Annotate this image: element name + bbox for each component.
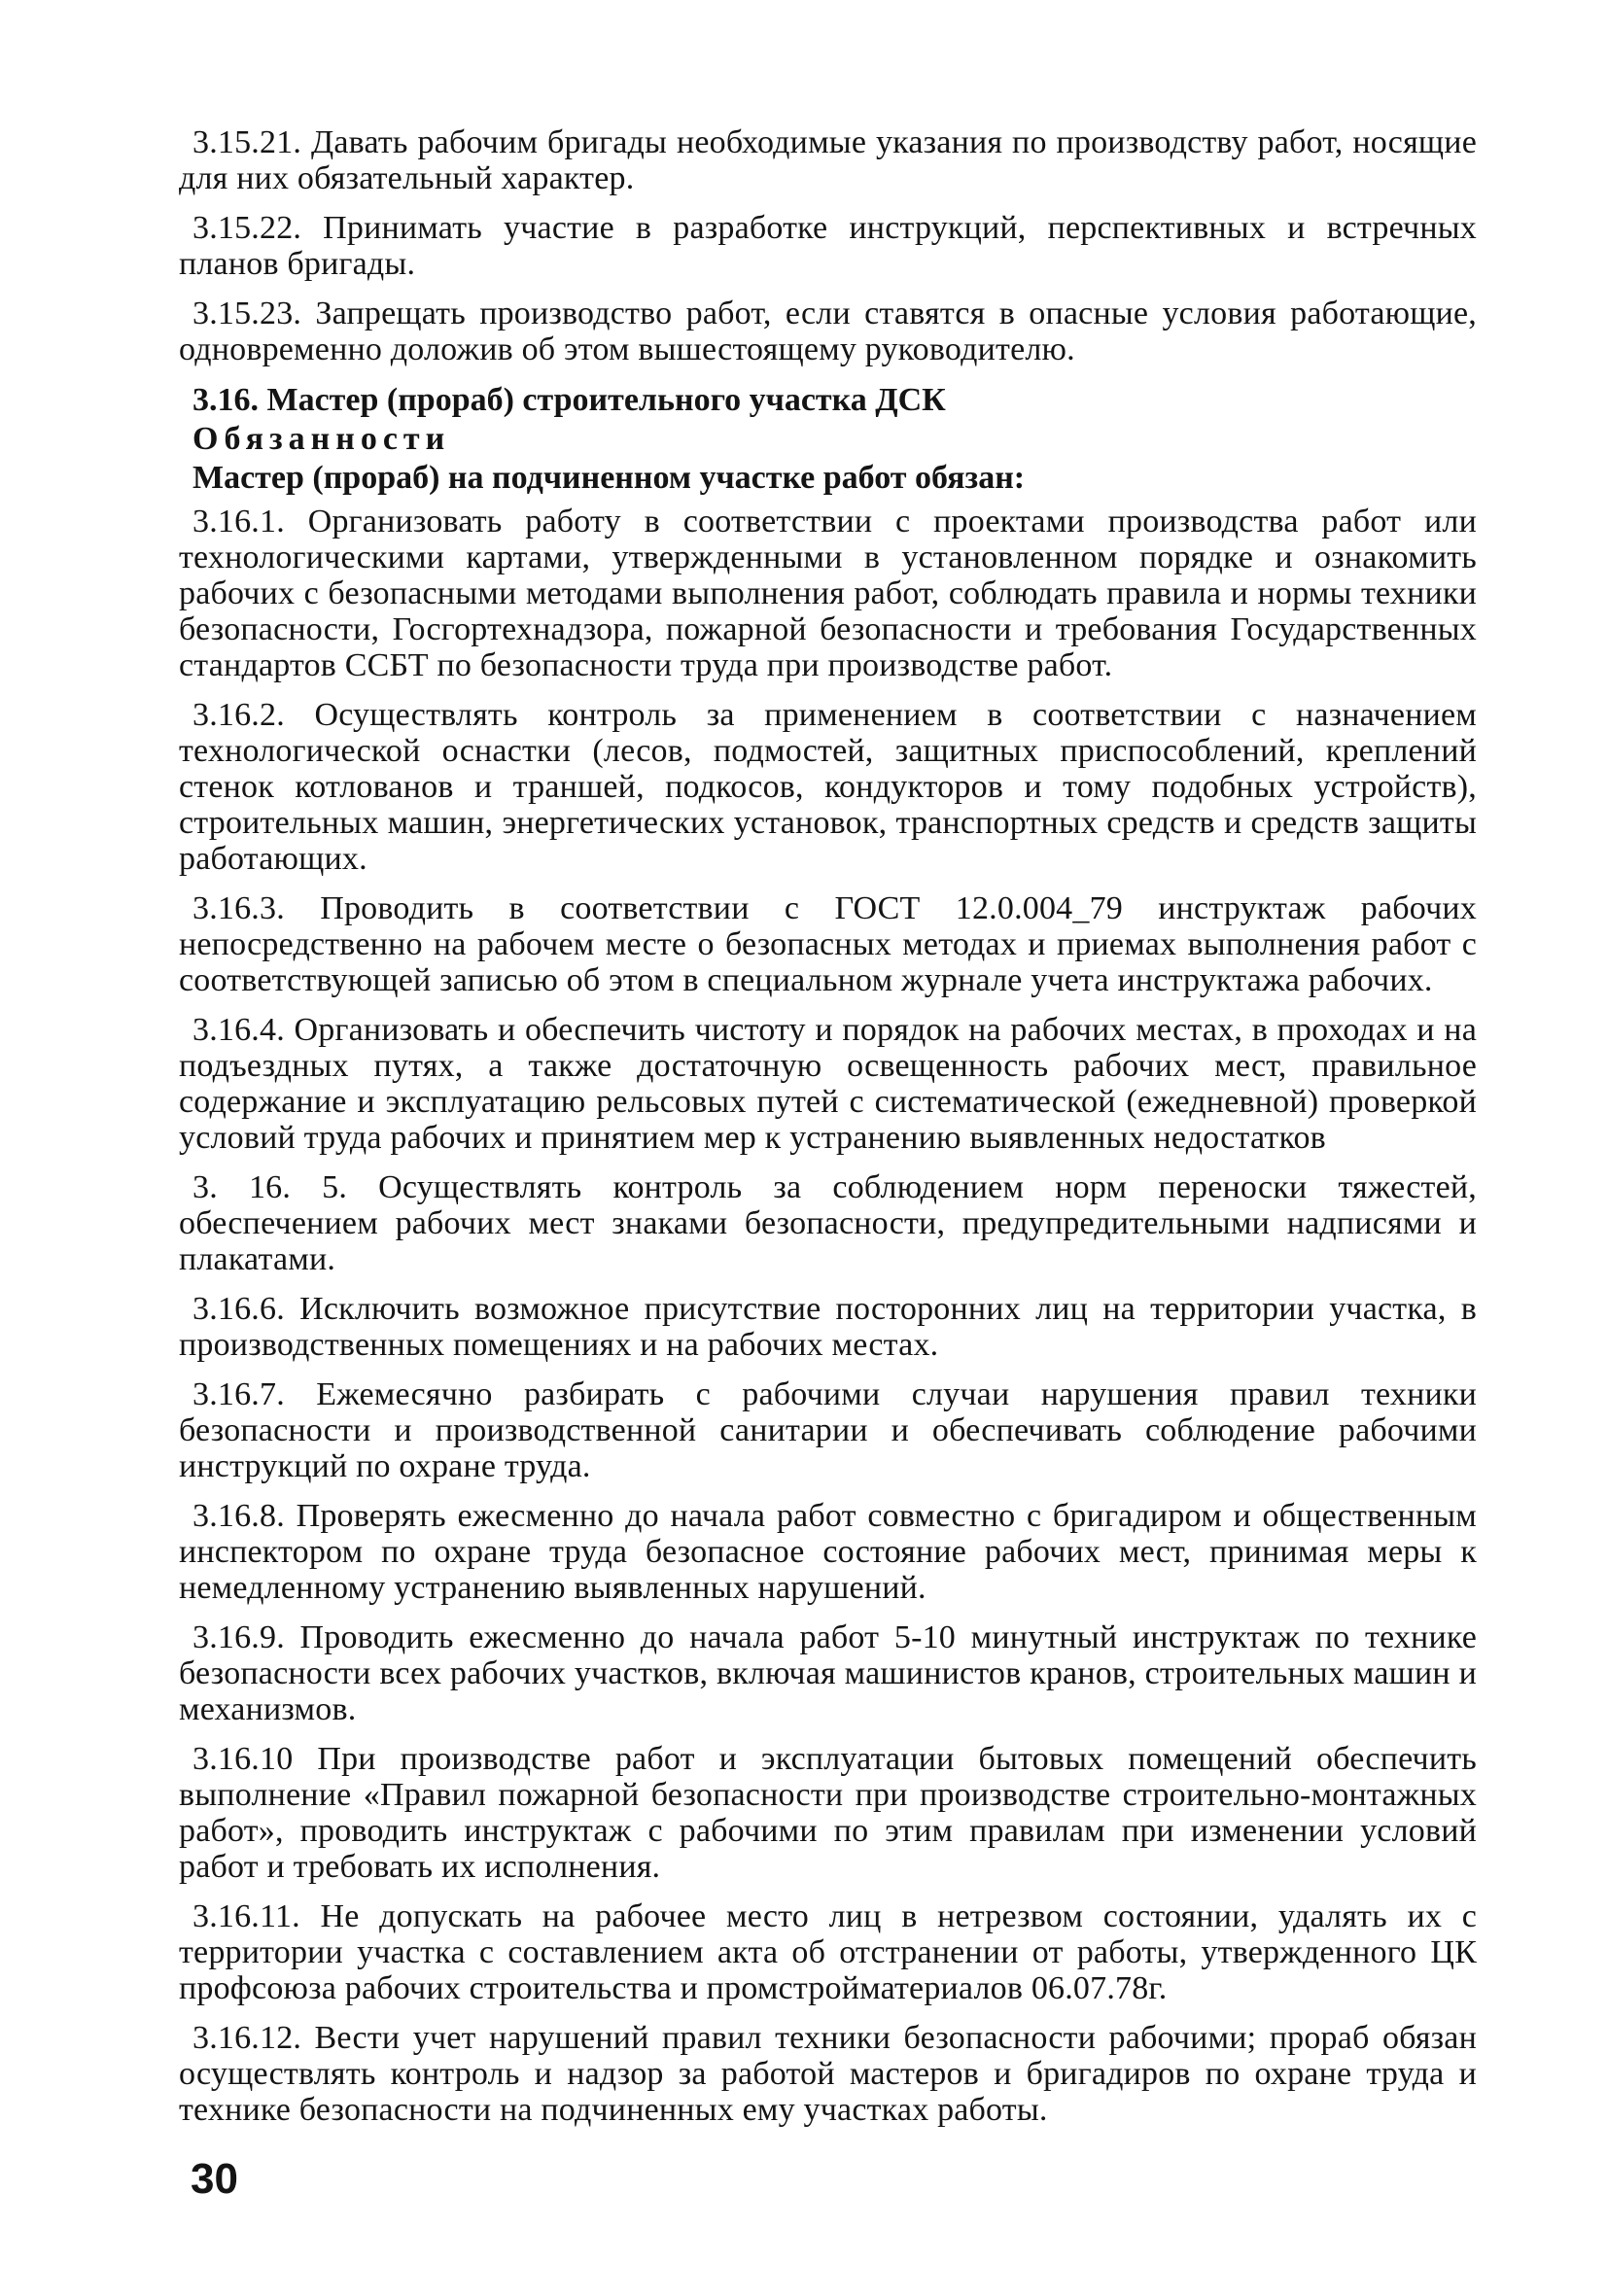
- section-title: 3.16. Мастер (прораб) строительного участка ДСК: [192, 382, 946, 418]
- paragraph-3-16-8: 3.16.8. Проверять ежесменно до начала работ совместно с бригадиром и общественным инспектором по охране труда безопасное состояние рабочих мест, принимая меры к немедленному устранению выявленных нарушений.: [179, 1498, 1477, 1606]
- paragraph-3-15-22: 3.15.22. Принимать участие в разработке инструкций, перспективных и встречных планов бригады.: [179, 210, 1477, 282]
- paragraph-3-15-23: 3.15.23. Запрещать производство работ, если ставятся в опасные условия работающие, одновременно доложив об этом вышестоящему руководителю.: [179, 296, 1477, 367]
- paragraph-3-16-7: 3.16.7. Ежемесячно разбирать с рабочими случаи нарушения правил техники безопасности и производственной санитарии и обеспечивать соблюдение рабочими инструкций по охране труда.: [179, 1376, 1477, 1484]
- paragraph-3-16-10: 3.16.10 При производстве работ и эксплуатации бытовых помещений обеспечить выполнение «Правил пожарной безопасности при производстве строительно-монтажных работ», проводить инструктаж с рабочими по этим правилам при изменении условий работ и требовать их исполнения.: [179, 1741, 1477, 1885]
- paragraph-3-15-21: 3.15.21. Давать рабочим бригады необходимые указания по производству работ, носящие для них обязательный характер.: [179, 124, 1477, 196]
- paragraph-3-16-3: 3.16.3. Проводить в соответствии с ГОСТ 12.0.004_79 инструктаж рабочих непосредственно на рабочем месте о безопасных методах и приемах выполнения работ с соответствующей записью об этом в специальном журнале учета инструктажа рабочих.: [179, 890, 1477, 998]
- paragraph-3-16-2: 3.16.2. Осуществлять контроль за применением в соответствии с назначением технологической оснастки (лесов, подмостей, защитных приспособлений, креплений стенок котлованов и траншей, подкосов, кондукторов и тому подобных устройств), строительных машин, энергетических установок, транспортных средств и средств защиты работающих.: [179, 697, 1477, 877]
- paragraph-3-16-11: 3.16.11. Не допускать на рабочее место лиц в нетрезвом состоянии, удалять их с территории участка с составлением акта об отстранении от работы, утвержденного ЦК профсоюза рабочих строительства и промстройматериалов 06.07.78г.: [179, 1898, 1477, 2006]
- paragraph-3-16-6: 3.16.6. Исключить возможное присутствие посторонних лиц на территории участка, в производственных помещениях и на рабочих местах.: [179, 1291, 1477, 1363]
- section-intro: Мастер (прораб) на подчиненном участке работ обязан:: [192, 460, 1026, 496]
- paragraph-3-16-12: 3.16.12. Вести учет нарушений правил техники безопасности рабочими; прораб обязан осуществлять контроль и надзор за работой мастеров и бригадиров по охране труда и технике безопасности на подчиненных ему участках работы.: [179, 2020, 1477, 2128]
- paragraph-3-16-9: 3.16.9. Проводить ежесменно до начала работ 5-10 минутный инструктаж по технике безопасности всех рабочих участков, включая машинистов кранов, строительных машин и механизмов.: [179, 1619, 1477, 1727]
- paragraph-3-16-1: 3.16.1. Организовать работу в соответствии с проектами производства работ или технологическими картами, утвержденными в установленном порядке и ознакомить рабочих с безопасными методами выполнения работ, соблюдать правила и нормы техники безопасности, Госгортехнадзора, пожарной безопасности и требования Государственных стандартов ССБТ по безопасности труда при производстве работ.: [179, 504, 1477, 683]
- paragraph-3-16-5: 3. 16. 5. Осуществлять контроль за соблюдением норм переноски тяжестей, обеспечением рабочих мест знаками безопасности, предупредительными надписями и плакатами.: [179, 1169, 1477, 1277]
- document-page: [179, 124, 1477, 2141]
- section-subtitle: Обязанности: [192, 421, 451, 457]
- page-number: 30: [191, 2155, 238, 2203]
- paragraph-3-16-4: 3.16.4. Организовать и обеспечить чистоту и порядок на рабочих местах, в проходах и на подъездных путях, а также достаточную освещенность рабочих мест, правильное содержание и эксплуатацию рельсовых путей с систематической (ежедневной) проверкой условий труда рабочих и принятием мер к устранению выявленных недостатков: [179, 1012, 1477, 1156]
